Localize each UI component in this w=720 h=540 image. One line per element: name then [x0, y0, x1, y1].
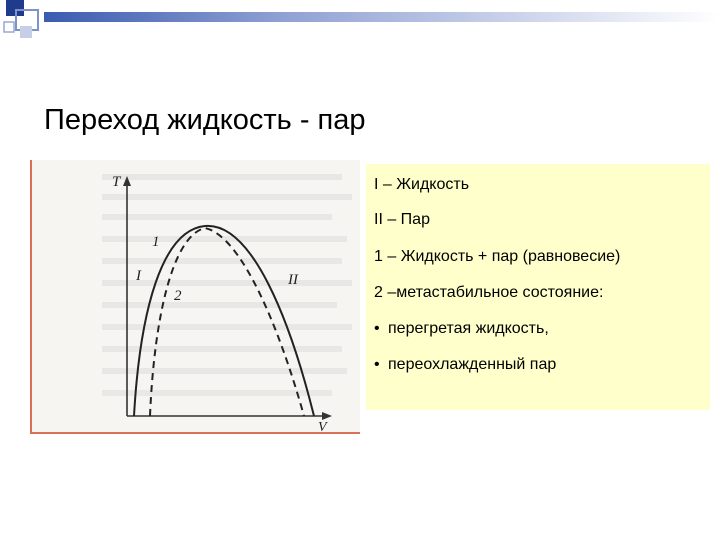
binodal-curve-1: [134, 226, 314, 416]
logo-square-light: [20, 26, 32, 38]
region-II-label: II: [288, 272, 298, 288]
legend-item-text: I – Жидкость: [374, 176, 470, 193]
legend-item: [374, 176, 469, 194]
phase-diagram-figure: [30, 160, 360, 434]
spinodal-curve-2: [150, 228, 304, 416]
region-I-label: I: [136, 268, 141, 284]
curve-2-label: 2: [174, 288, 182, 304]
legend-item: [374, 356, 556, 374]
legend-item-text: II – Пар: [374, 211, 430, 228]
legend-item-text: 2 –метастабильное состояние:: [374, 284, 604, 301]
curve-1-label: 1: [152, 234, 160, 250]
legend-item: [374, 211, 430, 229]
legend-item-text: 1 – Жидкость + пар (равновесие): [374, 248, 621, 265]
legend-item: [374, 248, 620, 266]
legend-item: [374, 284, 603, 302]
bullet-icon: •: [374, 320, 380, 337]
slide-logo: [0, 0, 60, 48]
bullet-icon: •: [374, 356, 380, 373]
slide-title: Переход жидкость - пар: [44, 104, 366, 136]
logo-square-small: [4, 22, 14, 32]
axis-x-label: V: [318, 420, 327, 432]
legend-item: [374, 320, 549, 338]
axis-y-label: T: [112, 174, 121, 190]
legend-item-text: перегретая жидкость,: [388, 320, 549, 337]
legend-item-text: переохлажденный пар: [388, 356, 557, 373]
top-gradient-bar: [44, 12, 720, 22]
phase-diagram-svg: [32, 160, 360, 432]
legend-box: [366, 164, 710, 410]
x-axis-arrow: [322, 412, 332, 420]
